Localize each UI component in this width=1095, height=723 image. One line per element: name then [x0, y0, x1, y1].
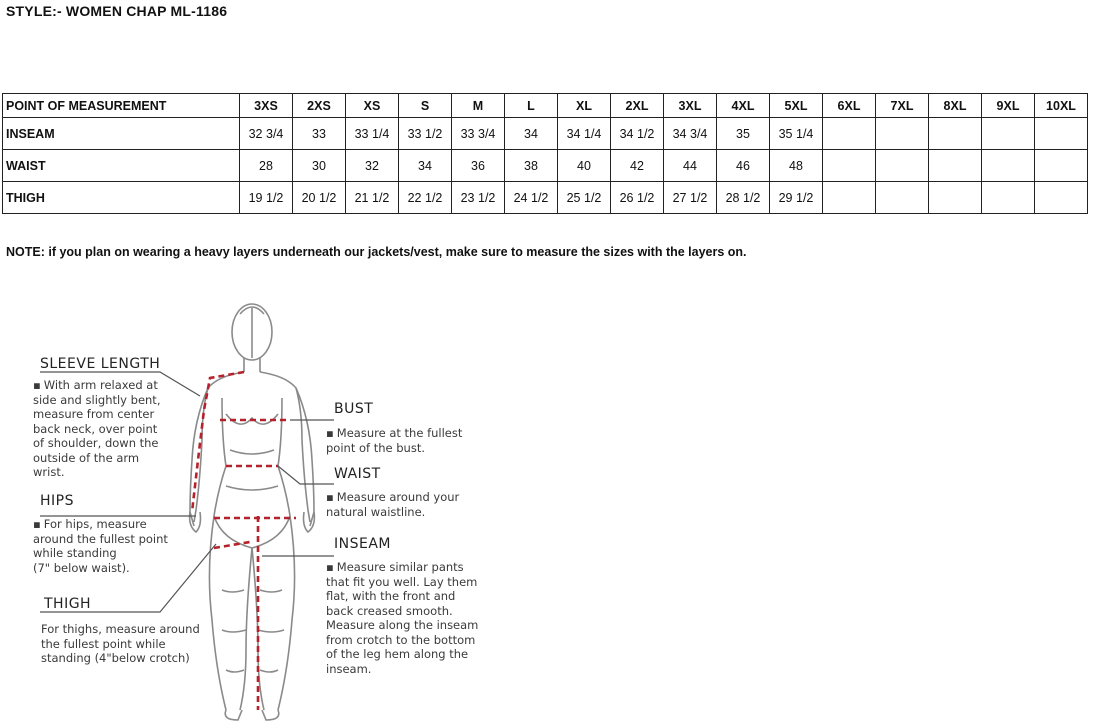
measurement-cell: 29 1/2 — [770, 182, 823, 214]
measurement-cell: 21 1/2 — [346, 182, 399, 214]
sleeve-length-title: SLEEVE LENGTH — [40, 356, 161, 372]
size-chart-table — [2, 93, 1088, 214]
measurement-cell: 42 — [611, 150, 664, 182]
measurement-cell: 34 1/4 — [558, 118, 611, 150]
measurement-cell: 23 1/2 — [452, 182, 505, 214]
measurement-cell: 28 — [240, 150, 293, 182]
waist-text: ▪ Measure around your natural waistline. — [326, 490, 459, 519]
measurement-cell: 36 — [452, 150, 505, 182]
size-header-cell: 3XL — [664, 94, 717, 118]
measurement-cell: 25 1/2 — [558, 182, 611, 214]
measurement-cell: 34 — [399, 150, 452, 182]
hips-title: HIPS — [40, 493, 74, 509]
measurement-cell — [1035, 182, 1088, 214]
size-header-cell: S — [399, 94, 452, 118]
inseam-text: ▪ Measure similar pants that fit you well. Lay them flat, with the front and back creased smooth. Measure along the inseam from crotch to the bottom of the leg hem along the inseam. — [326, 560, 478, 676]
size-header-cell: 3XS — [240, 94, 293, 118]
size-header-cell: 8XL — [929, 94, 982, 118]
measurement-cell — [929, 182, 982, 214]
measurement-cell: 33 — [293, 118, 346, 150]
style-title: STYLE:- WOMEN CHAP ML-1186 — [6, 3, 228, 19]
measurement-cell: 20 1/2 — [293, 182, 346, 214]
size-header-cell: 6XL — [823, 94, 876, 118]
body-figure — [190, 304, 315, 720]
measurement-cell — [876, 182, 929, 214]
measurement-cell: 35 — [717, 118, 770, 150]
measure-lines — [192, 372, 296, 710]
measurement-cell: 34 1/2 — [611, 118, 664, 150]
measurement-cell — [1035, 118, 1088, 150]
measurement-cell — [982, 118, 1035, 150]
size-header-cell: 5XL — [770, 94, 823, 118]
measurement-cell: 34 3/4 — [664, 118, 717, 150]
measurement-cell — [823, 118, 876, 150]
measurement-cell — [876, 150, 929, 182]
measurement-cell: 34 — [505, 118, 558, 150]
measurement-cell — [823, 182, 876, 214]
measurement-cell: 44 — [664, 150, 717, 182]
measurement-cell: 38 — [505, 150, 558, 182]
row-label-cell: WAIST — [3, 150, 240, 182]
measurement-cell: 46 — [717, 150, 770, 182]
row-label-cell: THIGH — [3, 182, 240, 214]
size-header-cell: 7XL — [876, 94, 929, 118]
measurement-cell — [929, 150, 982, 182]
measurement-cell: 33 3/4 — [452, 118, 505, 150]
header-label-cell: POINT OF MEASUREMENT — [3, 94, 240, 118]
measurement-cell — [876, 118, 929, 150]
measurement-cell: 35 1/4 — [770, 118, 823, 150]
size-header-cell: 4XL — [717, 94, 770, 118]
size-header-cell: M — [452, 94, 505, 118]
measurement-cell — [823, 150, 876, 182]
note-text: NOTE: if you plan on wearing a heavy layers underneath our jackets/vest, make sure to measure the sizes with the layers on. — [6, 245, 747, 259]
table-row — [3, 150, 1088, 182]
measurement-cell — [1035, 150, 1088, 182]
measurement-cell: 32 3/4 — [240, 118, 293, 150]
bust-title: BUST — [334, 401, 374, 417]
measurement-guide — [0, 290, 560, 723]
measurement-cell: 19 1/2 — [240, 182, 293, 214]
measurement-cell: 48 — [770, 150, 823, 182]
hips-text: ▪ For hips, measure around the fullest point while standing (7" below waist). — [33, 517, 168, 575]
waist-title: WAIST — [334, 466, 381, 482]
table-header-row — [3, 94, 1088, 118]
measurement-cell: 22 1/2 — [399, 182, 452, 214]
inseam-title: INSEAM — [334, 536, 391, 552]
measurement-cell — [982, 150, 1035, 182]
measurement-cell: 24 1/2 — [505, 182, 558, 214]
size-header-cell: 2XS — [293, 94, 346, 118]
measurement-cell: 30 — [293, 150, 346, 182]
measurement-cell: 40 — [558, 150, 611, 182]
size-header-cell: XL — [558, 94, 611, 118]
bust-text: ▪ Measure at the fullest point of the bust. — [326, 426, 462, 455]
thigh-title: THIGH — [44, 596, 92, 612]
sleeve-length-text: ▪ With arm relaxed at side and slightly bent, measure from center back neck, over point of shoulder, down the outside of the arm wrist. — [33, 378, 160, 480]
row-label-cell: INSEAM — [3, 118, 240, 150]
size-header-cell: 10XL — [1035, 94, 1088, 118]
measurement-cell: 26 1/2 — [611, 182, 664, 214]
measurement-cell: 32 — [346, 150, 399, 182]
thigh-text: For thighs, measure around the fullest point while standing (4"below crotch) — [41, 622, 200, 665]
size-header-cell: 9XL — [982, 94, 1035, 118]
size-header-cell: XS — [346, 94, 399, 118]
measurement-cell: 27 1/2 — [664, 182, 717, 214]
measurement-cell — [982, 182, 1035, 214]
table-row — [3, 118, 1088, 150]
measurement-cell: 28 1/2 — [717, 182, 770, 214]
measurement-cell — [929, 118, 982, 150]
size-header-cell: L — [505, 94, 558, 118]
measurement-cell: 33 1/2 — [399, 118, 452, 150]
table-row — [3, 182, 1088, 214]
measurement-cell: 33 1/4 — [346, 118, 399, 150]
size-header-cell: 2XL — [611, 94, 664, 118]
